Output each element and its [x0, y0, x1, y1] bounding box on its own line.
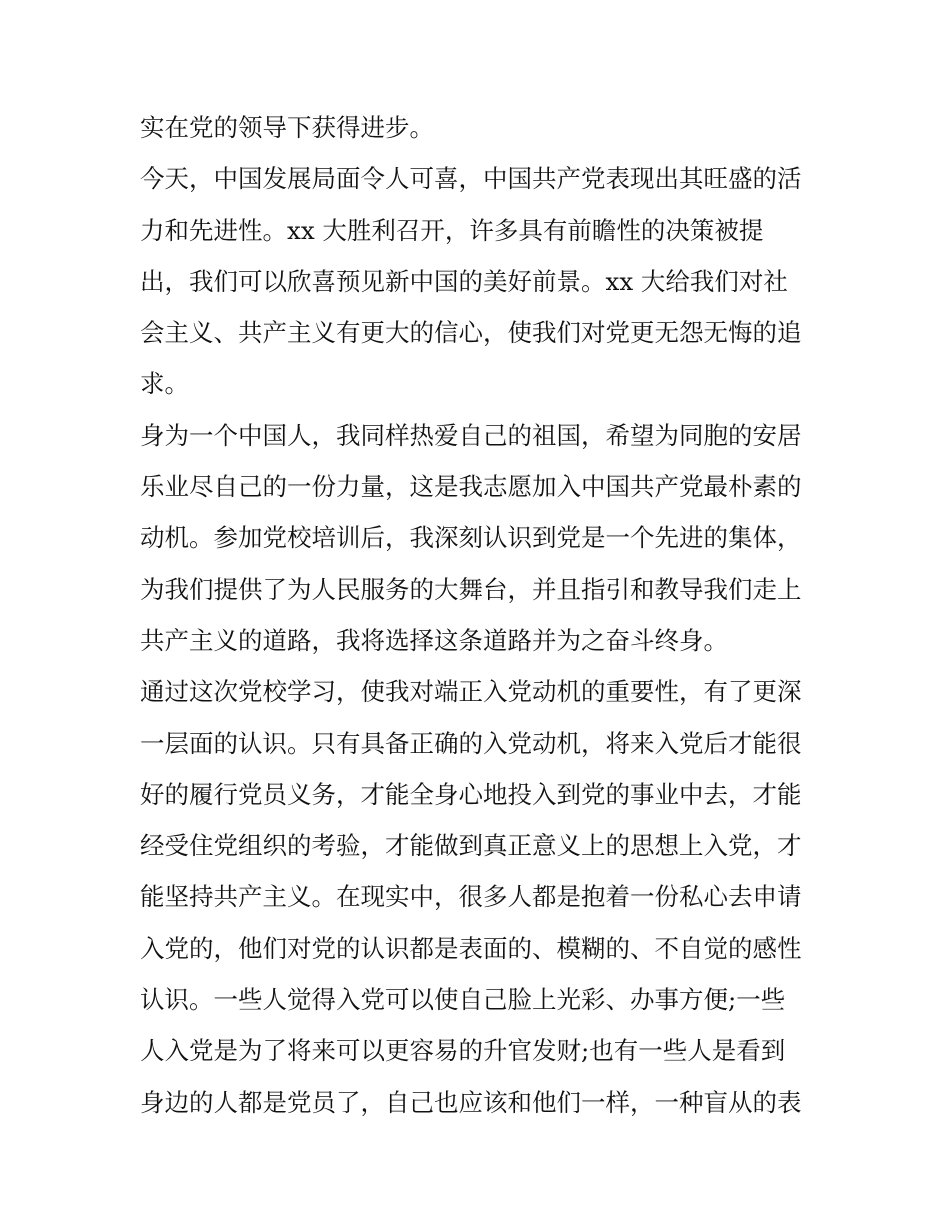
text-line: 一层面的认识。只有具备正确的入党动机，将来入党后才能很: [140, 728, 802, 758]
text-line: 共产主义的道路，我将选择这条道路并为之奋斗终身。: [140, 625, 728, 655]
text-line: 人入党是为了将来可以更容易的升官发财;也有一些人是看到: [140, 1036, 786, 1066]
text-line: 好的履行党员义务，才能全身心地投入到党的事业中去，才能: [140, 779, 802, 809]
text-line: 出，我们可以欣喜预见新中国的美好前景。xx 大给我们对社: [140, 266, 788, 296]
document-body: [140, 102, 830, 1128]
text-line: 为我们提供了为人民服务的大舞台，并且指引和教导我们走上: [140, 574, 802, 604]
text-line: 乐业尽自己的一份力量，这是我志愿加入中国共产党最朴素的: [140, 472, 802, 502]
text-line: 求。: [140, 369, 189, 399]
text-line: 动机。参加党校培训后，我深刻认识到党是一个先进的集体，: [140, 523, 802, 553]
text-line: 今天，中国发展局面令人可喜，中国共产党表现出其旺盛的活: [140, 164, 802, 194]
text-line: 入党的，他们对党的认识都是表面的、模糊的、不自觉的感性: [140, 933, 802, 963]
text-line: 会主义、共产主义有更大的信心，使我们对党更无怨无悔的追: [140, 318, 802, 348]
text-line: 身为一个中国人，我同样热爱自己的祖国，希望为同胞的安居: [140, 420, 802, 450]
text-line: 身边的人都是党员了，自己也应该和他们一样，一种盲从的表: [140, 1087, 802, 1117]
text-line: 力和先进性。xx 大胜利召开，许多具有前瞻性的决策被提: [140, 215, 764, 245]
text-line: 认识。一些人觉得入党可以使自己脸上光彩、办事方便;一些: [140, 985, 786, 1015]
text-line: 能坚持共产主义。在现实中，很多人都是抱着一份私心去申请: [140, 882, 802, 912]
text-line: 经受住党组织的考验，才能做到真正意义上的思想上入党，才: [140, 831, 802, 861]
text-line: 实在党的领导下获得进步。: [140, 113, 434, 142]
text-line: 通过这次党校学习，使我对端正入党动机的重要性，有了更深: [140, 677, 802, 707]
